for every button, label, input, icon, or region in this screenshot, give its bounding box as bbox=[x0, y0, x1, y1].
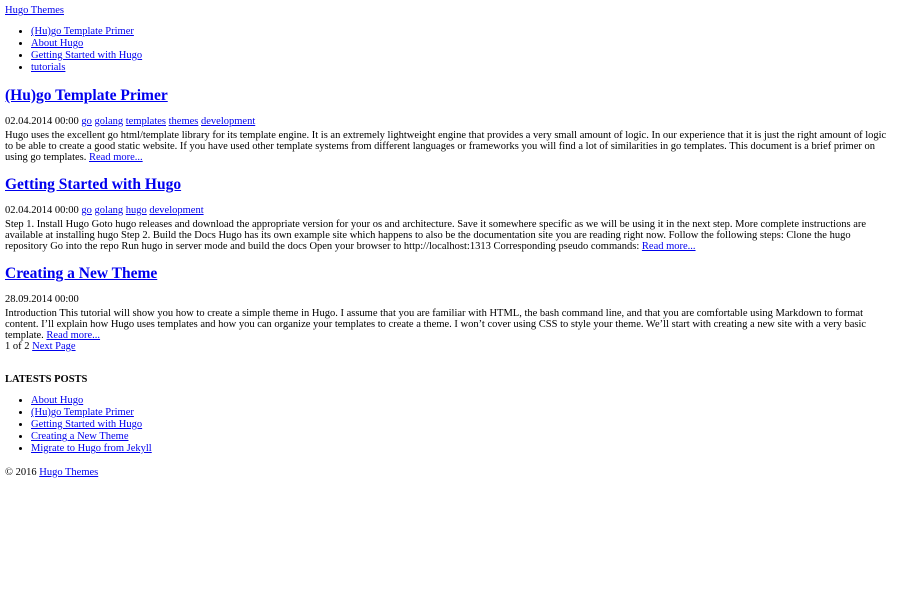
read-more-link[interactable]: Read more... bbox=[641, 241, 696, 252]
latest-post-item bbox=[31, 419, 895, 431]
page-footer bbox=[5, 467, 895, 478]
tag-link[interactable]: golang bbox=[94, 205, 124, 216]
pagination-status: 1 of 2 bbox=[5, 341, 30, 352]
nav-link-tutorials[interactable]: tutorials bbox=[31, 62, 66, 73]
post-excerpt bbox=[5, 130, 895, 163]
post-title-link[interactable]: Creating a New Theme bbox=[5, 265, 158, 282]
post-excerpt-text: Step 1. Install Hugo Goto hugo releases and download the appropriate version for your os and architecture. Save it somewhere specific as we will be using it in the next step. More complete instructions are available at installing hugo Step 2. Build the Docs Hugo has its own example site which happens to also be the documentation site you are reading right now. Follow the following steps: Clone the hugo repository Go into the repo Run hugo in server mode and build the docs Open your browser to http://localhost:1313 Corresponding pseudo commands: bbox=[5, 219, 867, 252]
nav-item bbox=[31, 62, 895, 74]
post-date: 28.09.2014 00:00 bbox=[5, 294, 79, 305]
tag-link[interactable]: themes bbox=[168, 116, 199, 127]
latest-posts-heading: LATESTS POSTS bbox=[5, 374, 88, 385]
post-date: 02.04.2014 00:00 bbox=[5, 116, 79, 127]
nav-item bbox=[31, 50, 895, 62]
post-excerpt-text: Hugo uses the excellent go html/template library for its template engine. It is an extremely lightweight engine that provides a very small amount of logic. In our experience that it is just the right amount of logic to be able to create a good static website. If you have used other template systems from different languages or frameworks you will find a lot of similarities in go templates. This document is a brief primer on using go templates. bbox=[5, 130, 887, 163]
post-summary bbox=[5, 87, 895, 163]
post-title bbox=[5, 176, 895, 193]
latest-post-item bbox=[31, 407, 895, 419]
latest-post-link-about-hugo[interactable]: About Hugo bbox=[31, 395, 84, 406]
tag-link[interactable]: hugo bbox=[125, 205, 147, 216]
post-list bbox=[5, 87, 895, 455]
latest-post-link-migrate-jekyll[interactable]: Migrate to Hugo from Jekyll bbox=[31, 443, 152, 454]
tag-link[interactable]: development bbox=[201, 116, 256, 127]
post-excerpt bbox=[5, 308, 895, 341]
next-page-link[interactable]: Next Page bbox=[32, 341, 76, 352]
latest-post-link-template-primer[interactable]: (Hu)go Template Primer bbox=[31, 407, 134, 418]
tag-link[interactable]: golang bbox=[94, 116, 124, 127]
post-summary bbox=[5, 176, 895, 252]
read-more-link[interactable]: Read more... bbox=[89, 152, 143, 163]
latest-post-link-creating-theme[interactable]: Creating a New Theme bbox=[31, 431, 129, 442]
post-title-link[interactable]: (Hu)go Template Primer bbox=[5, 87, 168, 104]
post-date: 02.04.2014 00:00 bbox=[5, 205, 79, 216]
post-title bbox=[5, 87, 895, 104]
post-meta bbox=[5, 294, 895, 306]
nav-link-template-primer[interactable]: (Hu)go Template Primer bbox=[31, 26, 134, 37]
nav-item bbox=[31, 26, 895, 38]
tag-link[interactable]: go bbox=[81, 116, 92, 127]
post-excerpt-text: Introduction This tutorial will show you how to create a simple theme in Hugo. I assume that you are familiar with HTML, the bash command line, and that you are comfortable using Markdown to format content. I’ll explain how Hugo uses templates and how you can organize your templates to create a theme. I won’t cover using CSS to style your theme. We’ll start with creating a new site with a very basic template. bbox=[5, 308, 867, 341]
nav-link-about-hugo[interactable]: About Hugo bbox=[31, 38, 84, 49]
post-meta bbox=[5, 116, 895, 128]
post-title-link[interactable]: Getting Started with Hugo bbox=[5, 176, 182, 193]
latest-post-item bbox=[31, 395, 895, 407]
post-title bbox=[5, 265, 895, 282]
latest-post-item bbox=[31, 431, 895, 443]
main-nav bbox=[5, 26, 895, 74]
nav-link-getting-started[interactable]: Getting Started with Hugo bbox=[31, 50, 143, 61]
post-summary bbox=[5, 265, 895, 341]
latest-posts-section bbox=[5, 374, 895, 455]
read-more-link[interactable]: Read more... bbox=[46, 330, 101, 341]
post-excerpt bbox=[5, 219, 895, 252]
footer-site-link[interactable]: Hugo Themes bbox=[39, 467, 99, 478]
page-header bbox=[5, 5, 895, 74]
site-title-link[interactable]: Hugo Themes bbox=[5, 5, 65, 16]
tag-link[interactable]: development bbox=[149, 205, 204, 216]
copyright-text: © 2016 bbox=[5, 467, 37, 478]
tag-link[interactable]: templates bbox=[125, 116, 166, 127]
latest-post-link-getting-started[interactable]: Getting Started with Hugo bbox=[31, 419, 143, 430]
nav-item bbox=[31, 38, 895, 50]
tag-link[interactable]: go bbox=[81, 205, 92, 216]
latest-posts-list bbox=[5, 395, 895, 455]
pagination bbox=[5, 341, 895, 352]
latest-post-item bbox=[31, 443, 895, 455]
post-meta bbox=[5, 205, 895, 217]
